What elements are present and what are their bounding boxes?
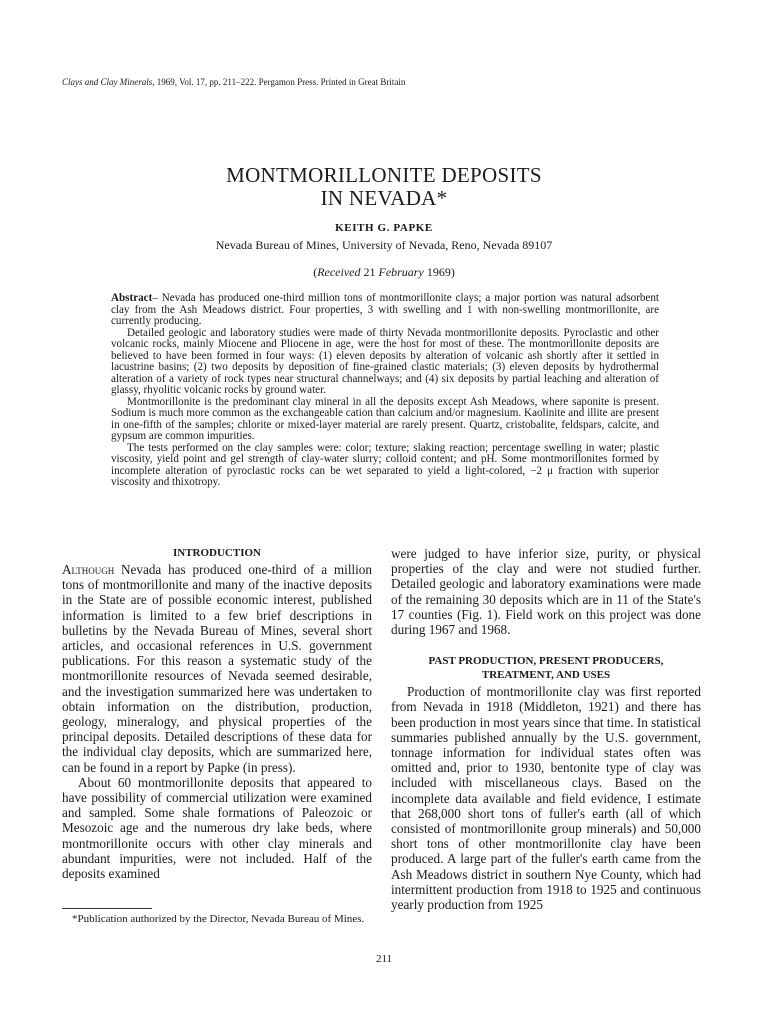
footnote: *Publication authorized by the Director, Nevada Bureau of Mines. (72, 913, 365, 925)
abstract-paragraph-4: The tests performed on the clay samples were: color; texture; slaking reaction; percentage swelling in water; plastic viscosity, yield point and gel strength of clay-water slurry; colloid content; and pH. Some montmorillonites formed by incomplete alteration of pyroclastic rocks can be wet separated to yield a light-colored, −2 μ fraction with superior viscosity and thixotropy. (111, 441, 659, 488)
received-open: ( (313, 265, 318, 279)
author-affiliation: Nevada Bureau of Mines, University of Nevada, Reno, Nevada 89107 (215, 238, 553, 252)
received-word: Received (317, 265, 361, 279)
introduction-heading: INTRODUCTION (172, 547, 261, 559)
right-column (391, 546, 701, 912)
received-month: February (378, 265, 424, 279)
received-day: 21 (360, 265, 379, 279)
received-year: 1969) (423, 265, 455, 279)
received-date (0, 265, 768, 280)
past-production-heading (391, 654, 701, 682)
introduction-paragraph-1 (62, 562, 372, 775)
running-head (62, 77, 682, 87)
abstract-paragraph-1 (111, 293, 659, 328)
journal-name: Clays and Clay Minerals (62, 77, 153, 87)
left-column (62, 546, 372, 881)
abstract (111, 293, 659, 489)
introduction-paragraph-2: About 60 montmorillonite deposits that appeared to have possibility of commercial utilization were examined and sampled. Some shale formations of Paleozoic or Mesozoic age and the numerous dry lake beds, where montmorillonite occurs with other clay minerals and abundant impurities, were not included. Half of the deposits examined (62, 774, 372, 882)
footnote-rule (62, 908, 152, 909)
abstract-text-1: – Nevada has produced one-third million tons of montmorillonite clays; a major portion was natural adsorbent clay from the Ash Meadows district. Four properties, 3 with swelling and 1 with non-swelling montmorillonite, are currently producing. (111, 292, 659, 327)
author-name: KEITH G. PAPKE (335, 222, 433, 234)
title-line-1: MONTMORILLONITE DEPOSITS (226, 163, 542, 187)
abstract-paragraph-2: Detailed geologic and laboratory studies were made of thirty Nevada montmorillonite deposits. Pyroclastic and other volcanic rocks, mainly Miocene and Pliocene in age, were the host for most of these. The montmorillonite deposits are believed to have been formed in four ways: (1) eleven deposits by alteration of volcanic ash shortly after it settled in lacustrine basins; (2) two deposits by deposition of fine-grained clastic materials; (3) eleven deposits by hydrothermal alteration of a variety of rock types near structural channelways; and (4) six deposits by partial leaching and alteration of glassy, rhyolitic volcanic rocks by ground water. (111, 326, 659, 396)
past-production-paragraph-1: Production of montmorillonite clay was first reported from Nevada in 1918 (Middleton, 1921) and there has been production in most years since that time. In statistical summaries published annually by the U.S. government, tonnage information for individual states often was omitted and, prior to 1930, bentonite type of clay was included with miscellaneous clays. Based on the incomplete data available and field evidence, I estimate that 268,000 short tons of fuller's earth (all of which consisted of montmorillonite group minerals) and 50,000 short tons of other montmorillonite clay have been produced. A large part of the fuller's earth came from the Ash Meadows district in southern Nye County, which had intermittent production from 1918 to 1925 and continuous yearly production from 1925 (391, 684, 701, 913)
introduction-paragraph-2-continued: were judged to have inferior size, purity, or physical properties of the clay and were not studied further. Detailed geologic and laboratory examinations were made of the remaining 30 deposits which are in 11 of the State's 17 counties (Fig. 1). Field work on this project was done during 1967 and 1968. (391, 546, 701, 638)
abstract-paragraph-3: Montmorillonite is the predominant clay mineral in all the deposits except Ash Meadows, where saponite is present. Sodium is much more common as the exchangeable cation than calcium and/or magnesium. Kaolinite and illite are present in one-fifth of the samples; chlorite or mixed-layer material are rarely present. Quartz, cristobalite, feldspars, calcite, and gypsum are common impurities. (111, 395, 659, 442)
citation-details: , 1969, Vol. 17, pp. 211–222. Pergamon Press. Printed in Great Britain (152, 77, 406, 87)
past-production-heading-line-1: PAST PRODUCTION, PRESENT PRODUCERS, (428, 655, 664, 668)
introduction-lead-word: Although (62, 562, 115, 577)
abstract-label: Abstract (111, 292, 153, 304)
introduction-text-1: Nevada has produced one-third of a million tons of montmorillonite and many of the inactive deposits in the State are of possible economic interest, published information is limited to a few brief descriptions in bulletins by the Nevada Bureau of Mines, several short articles, and occasional references in U.S. government publications. For this reason a systematic study of the montmorillonite resources of Nevada seemed desirable, and the investigation summarized here was undertaken to obtain information on the distribution, production, geology, mineralogy, and physical properties of the principal deposits. Detailed descriptions of these data for the individual clay deposits, which are summarized here, can be found in a report by Papke (in press). (62, 562, 372, 775)
past-production-heading-line-2: TREATMENT, AND USES (481, 669, 611, 682)
title-line-2: IN NEVADA* (320, 186, 448, 210)
page-number: 211 (375, 953, 393, 965)
